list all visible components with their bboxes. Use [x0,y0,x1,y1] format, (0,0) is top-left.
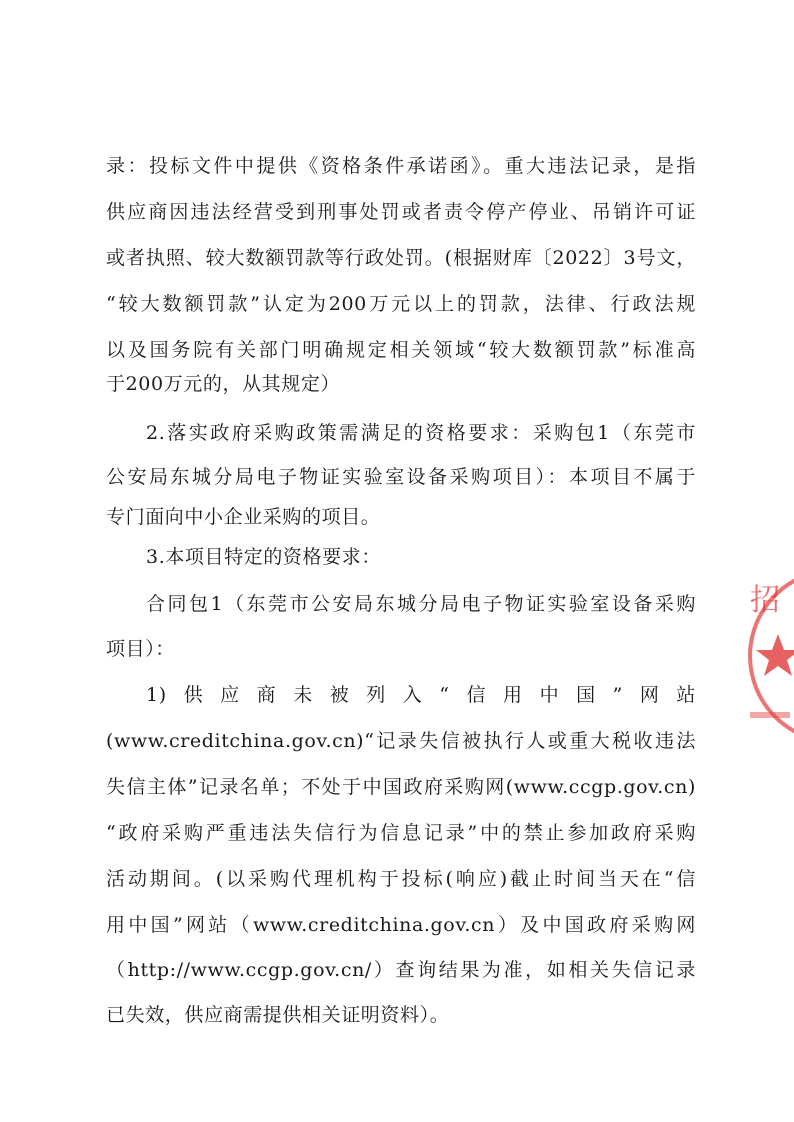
text-line-3: 或者执照、较大数额罚款等行政处罚。(根据财库〔2022〕3号文， [106,247,696,269]
text-line-19: （http://www.ccgp.gov.cn/）查询结果为准，如相关失信记录 [106,959,696,981]
text-line-14: (www.creditchina.gov.cn)“记录失信被执行人或重大税收违法 [106,730,696,752]
text-line-10: 3.本项目特定的资格要求： [146,546,381,568]
text-line-4: “较大数额罚款”认定为200万元以上的罚款，法律、行政法规 [106,293,696,315]
text-line-13: 1)供应商未被列入“信用中国”网站 [146,684,696,706]
company-seal [740,572,794,740]
text-line-15: 失信主体”记录名单；不处于中国政府采购网(www.ccgp.gov.cn) [106,776,696,798]
text-line-17: 活动期间。(以采购代理机构于投标(响应)截止时间当天在“信 [106,868,696,890]
seal-text: 招 [750,583,780,618]
text-line-16: “政府采购严重违法失信行为信息记录”中的禁止参加政府采购 [106,822,696,844]
text-line-18: 用中国”网站（www.creditchina.gov.cn）及中国政府采购网 [106,914,696,936]
text-line-7: 2.落实政府采购政策需满足的资格要求：采购包1（东莞市 [146,422,696,444]
text-line-8: 公安局东城分局电子物证实验室设备采购项目）：本项目不属于 [106,466,696,488]
text-line-6: 于200万元的，从其规定） [106,373,341,395]
text-line-11: 合同包1（东莞市公安局东城分局电子物证实验室设备采购 [146,593,696,615]
text-line-9: 专门面向中小企业采购的项目。 [106,506,381,528]
text-line-1: 录：投标文件中提供《资格条件承诺函》。重大违法记录，是指 [106,155,696,177]
text-line-12: 项目）： [106,638,175,660]
text-line-20: 已失效，供应商需提供相关证明资料）。 [106,1004,450,1026]
text-line-2: 供应商因违法经营受到刑事处罚或者责令停产停业、吊销许可证 [106,201,696,223]
text-line-5: 以及国务院有关部门明确规定相关领域“较大数额罚款”标准高 [106,339,696,361]
